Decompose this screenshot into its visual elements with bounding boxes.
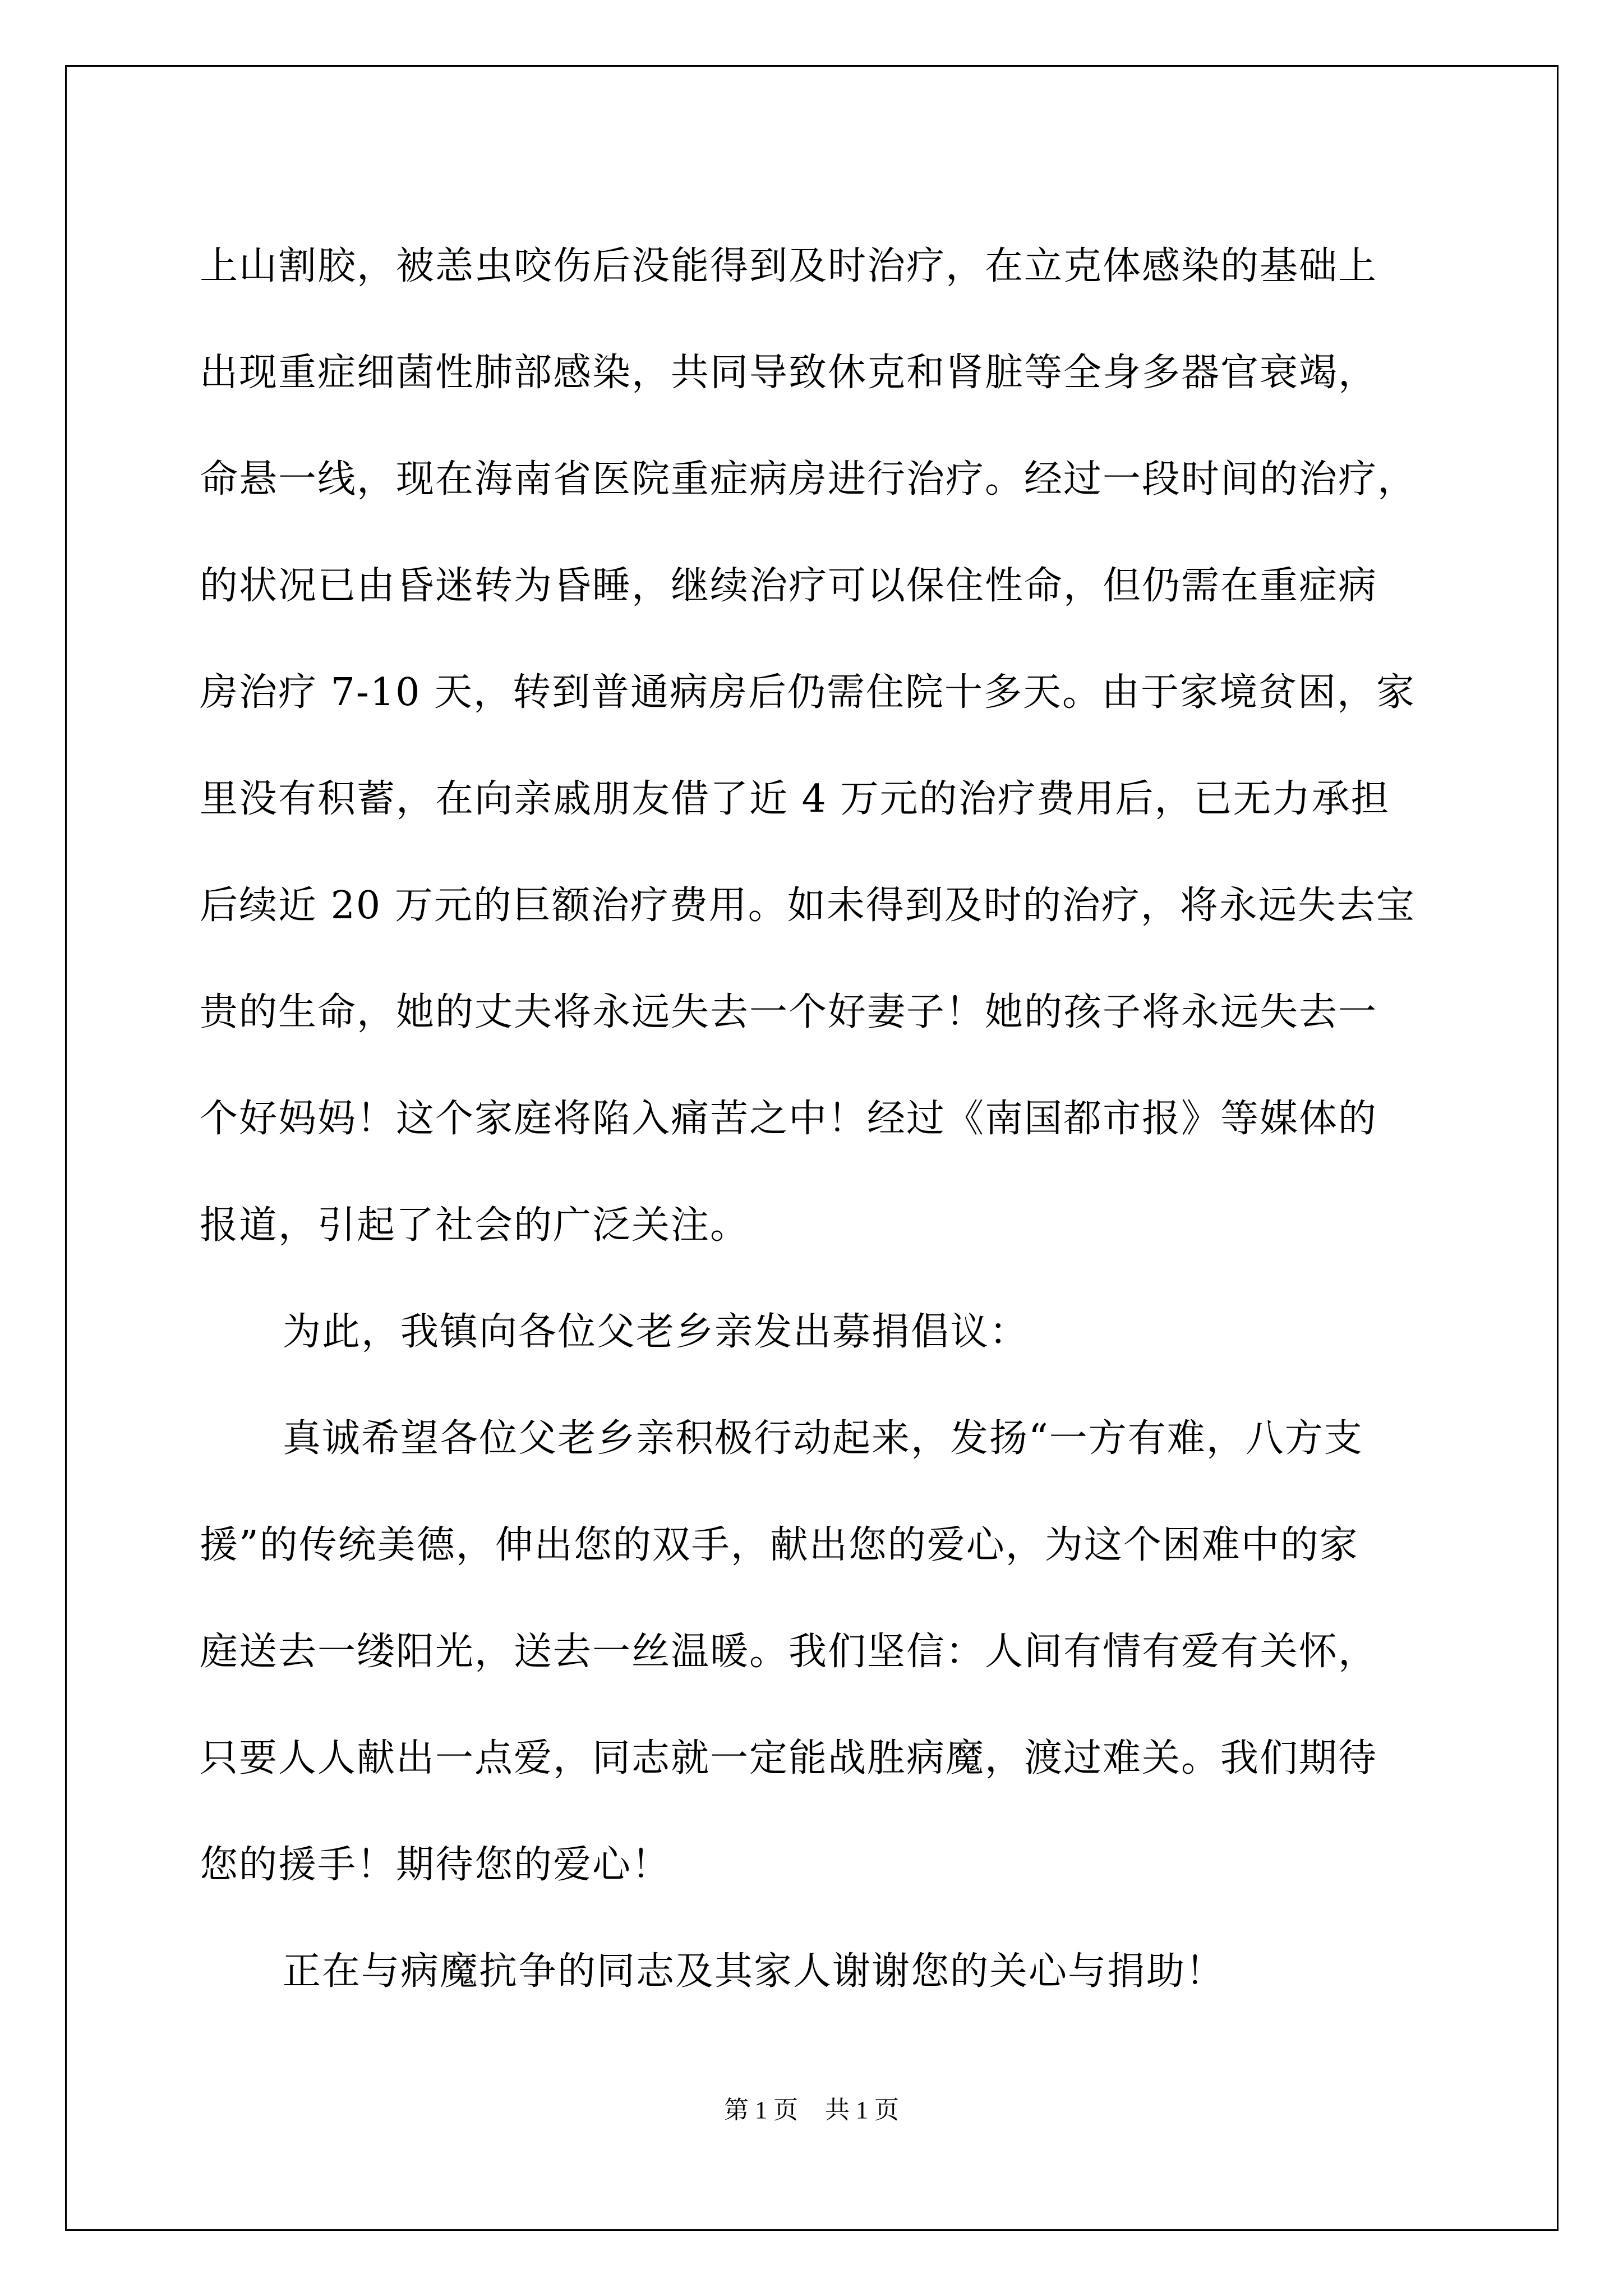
text-line: 里没有积蓄，在向亲戚朋友借了近 4 万元的治疗费用后，已无力承担 [200,777,1390,821]
text-line: 后续近 20 万元的巨额治疗费用。如未得到及时的治疗，将永远失去宝 [200,884,1415,928]
text-line: 庭送去一缕阳光，送去一丝温暖。我们坚信：人间有情有爱有关怀， [200,1630,1378,1674]
text-line: 出现重症细菌性肺部感染，共同导致休克和肾脏等全身多器官衰竭， [200,351,1378,395]
text-line: 报道，引起了社会的广泛关注。 [200,1203,750,1248]
page-number: 第 1 页 [724,2096,798,2124]
text-line: 您的援手！期待您的爱心！ [200,1843,671,1887]
text-line: 的状况已由昏迷转为昏睡，继续治疗可以保住性命，但仍需在重症病 [200,564,1378,608]
text-line: 只要人人献出一点爱，同志就一定能战胜病魔，渡过难关。我们期待 [200,1736,1378,1780]
text-line: 命悬一线，现在海南省医院重症病房进行治疗。经过一段时间的治疗， [200,457,1417,501]
text-line: 上山割胶，被恙虫咬伤后没能得到及时治疗，在立克体感染的基础上 [200,244,1378,288]
text-line: 真诚希望各位父老乡亲积极行动起来，发扬“一方有难，八方支 [283,1416,1363,1461]
text-line: 正在与病魔抗争的同志及其家人谢谢您的关心与捐助！ [283,1949,1225,1994]
document-body [200,213,1433,2025]
page-total: 共 1 页 [825,2096,899,2124]
text-line: 房治疗 7-10 天，转到普通病房后仍需住院十多天。由于家境贫困，家 [200,670,1416,715]
text-line: 个好妈妈！这个家庭将陷入痛苦之中！经过《南国都市报》等媒体的 [200,1097,1378,1141]
page-footer [0,2093,1623,2127]
text-line: 为此，我镇向各位父老乡亲发出募捐倡议： [283,1310,1029,1354]
text-line: 贵的生命，她的丈夫将永远失去一个好妻子！她的孩子将永远失去一 [200,990,1378,1034]
text-line: 援”的传统美德，伸出您的双手，献出您的爱心，为这个困难中的家 [200,1523,1359,1567]
